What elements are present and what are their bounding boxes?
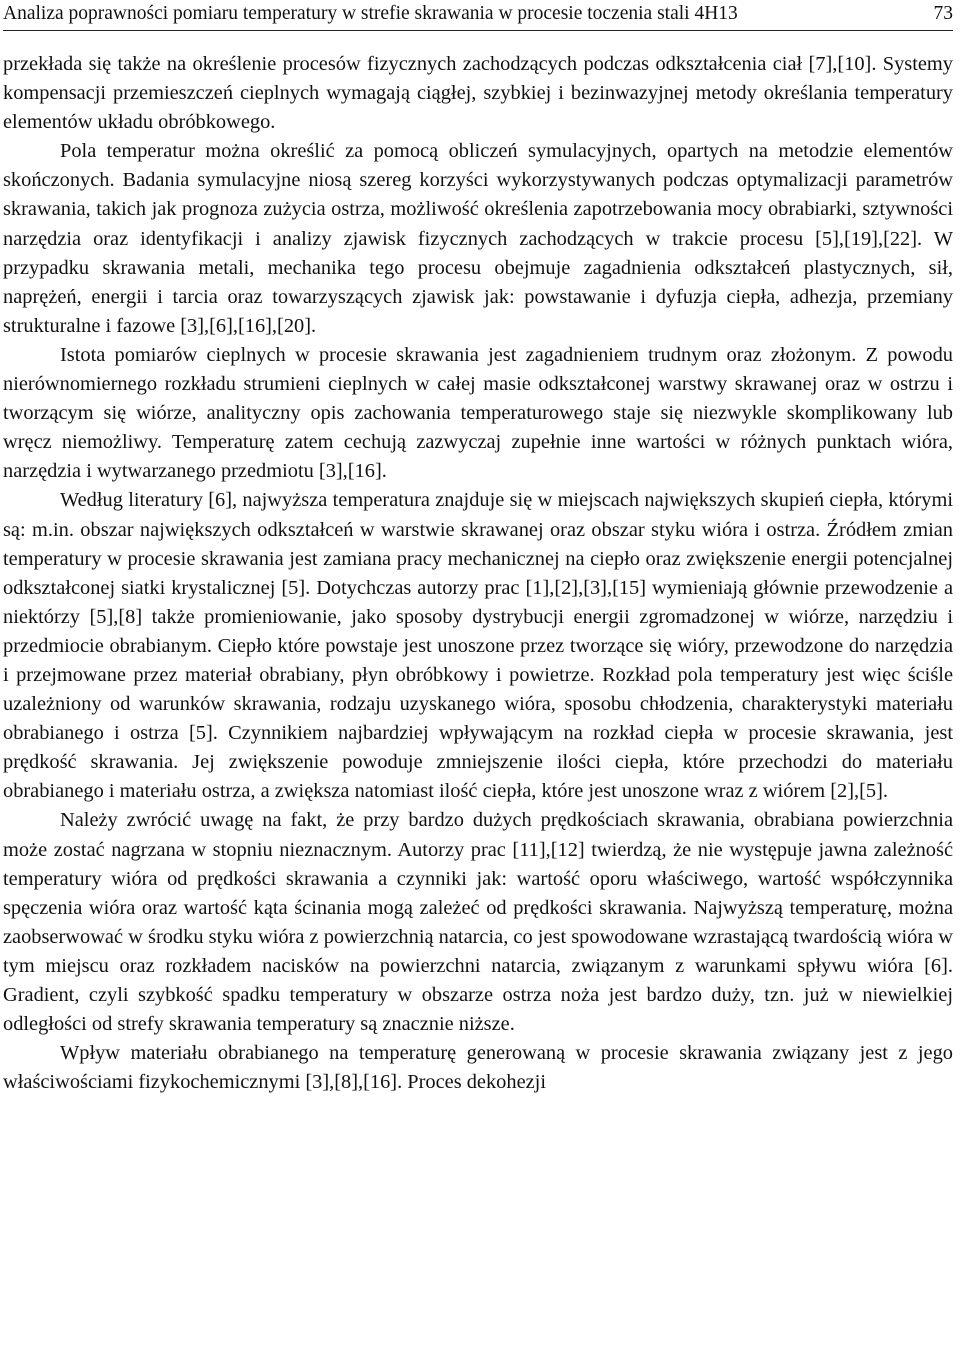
body-text: [3, 50, 953, 1097]
running-header: [3, 0, 953, 31]
paragraph: Istota pomiarów cieplnych w procesie skrawania jest zagadnieniem trudnym oraz złożonym. Z powodu nierównomiernego rozkładu strumieni cieplnych w całej masie odkształconej warstwy skrawanej oraz w ostrzu i tworzącym się wiórze, analityczny opis zachowania temperaturowego staje się niezwykle skomplikowany lub wręcz niemożliwy. Temperaturę zatem cechują zazwyczaj zupełnie inne wartości w różnych punktach wióra, narzędzia i wytwarzanego przedmiotu [3],[16].: [3, 343, 953, 483]
paragraph: Wpływ materiału obrabianego na temperaturę generowaną w procesie skrawania związany jest z jego właściwościami fizykochemicznymi [3],[8],[16]. Proces dekohezji: [3, 1042, 953, 1094]
paragraph: Należy zwrócić uwagę na fakt, że przy bardzo dużych prędkościach skrawania, obrabiana powierzchnia może zostać nagrzana w stopniu nieznacznym. Autorzy prac [11],[12] twierdzą, że nie występuje jawna zależność temperatury wióra od prędkości skrawania a czynniki jak: wartość oporu właściwego, wartość współczynnika spęczenia wióra oraz wartość kąta ścinania mogą zależeć od prędkości skrawania. Najwyższą temperaturę, można zaobserwować w środku styku wióra z powierzchnią natarcia, co jest spowodowane wzrastającą twardością wióra w tym miejscu oraz rozkładem nacisków na powierzchni natarcia, związanym z warunkami spływu wióra [6]. Gradient, czyli szybkość spadku temperatury w obszarze ostrza noża jest bardzo duży, tzn. już w niewielkiej odległości od strefy skrawania temperatury są znacznie niższe.: [3, 809, 953, 1036]
paragraph: Pola temperatur można określić za pomocą obliczeń symulacyjnych, opartych na metodzie elementów skończonych. Badania symulacyjne niosą szereg korzyści wykorzystywanych podczas optymalizacji parametrów skrawania, takich jak prognoza zużycia ostrza, możliwość określenia zapotrzebowania mocy obrabiarki, sztywności narzędzia oraz identyfikacji i analizy zjawisk fizycznych zachodzących w trakcie procesu [5],[19],[22]. W przypadku skrawania metali, mechanika tego procesu obejmuje zagadnienia odkształceń plastycznych, sił, naprężeń, energii i tarcia oraz towarzyszących zjawisk jak: powstawanie i dyfuzja ciepła, adhezja, przemiany strukturalne i fazowe [3],[6],[16],[20].: [3, 140, 953, 337]
paragraph: przekłada się także na określenie procesów fizycznych zachodzących podczas odkształcenia ciał [7],[10]. Systemy kompensacji przemieszczeń cieplnych wymagają ciągłej, szybkiej i bezinwazyjnej metody określania temperatury elementów układu obróbkowego.: [3, 53, 953, 134]
paragraph: Według literatury [6], najwyższa temperatura znajduje się w miejscach największych skupień ciepła, którymi są: m.in. obszar największych odkształceń w warstwie skrawanej oraz obszar styku wióra i ostrza. Źródłem zmian temperatury w procesie skrawania jest zamiana pracy mechanicznej na ciepło oraz zwiększenie energii potencjalnej odkształconej siatki krystalicznej [5]. Dotychczas autorzy prac [1],[2],[3],[15] wymieniają głównie przewodzenie a niektórzy [5],[8] także promieniowanie, jako sposoby dystrybucji energii zgromadzonej w wiórze, narzędziu i przedmiocie obrabianym. Ciepło które powstaje jest unoszone przez tworzące się wióry, przewodzone do narzędzia i przejmowane przez materiał obrabiany, płyn obróbkowy i powietrze. Rozkład pola temperatury jest więc ściśle uzależniony od warunków skrawania, rodzaju uzyskanego wióra, sposobu chłodzenia, charakterystyki materiału obrabianego i ostrza [5]. Czynnikiem najbardziej wpływającym na rozkład ciepła w procesie skrawania, jest prędkość skrawania. Jej zwiększenie powoduje zmniejszenie ilości ciepła, które przechodzi do materiału obrabianego i materiału ostrza, a zwiększa natomiast ilość ciepła, które jest unoszone wraz z wiórem [2],[5].: [3, 489, 953, 803]
header-title: Analiza poprawności pomiaru temperatury w strefie skrawania w procesie toczenia stali 4H13: [3, 3, 738, 24]
page-number: 73: [933, 3, 953, 24]
